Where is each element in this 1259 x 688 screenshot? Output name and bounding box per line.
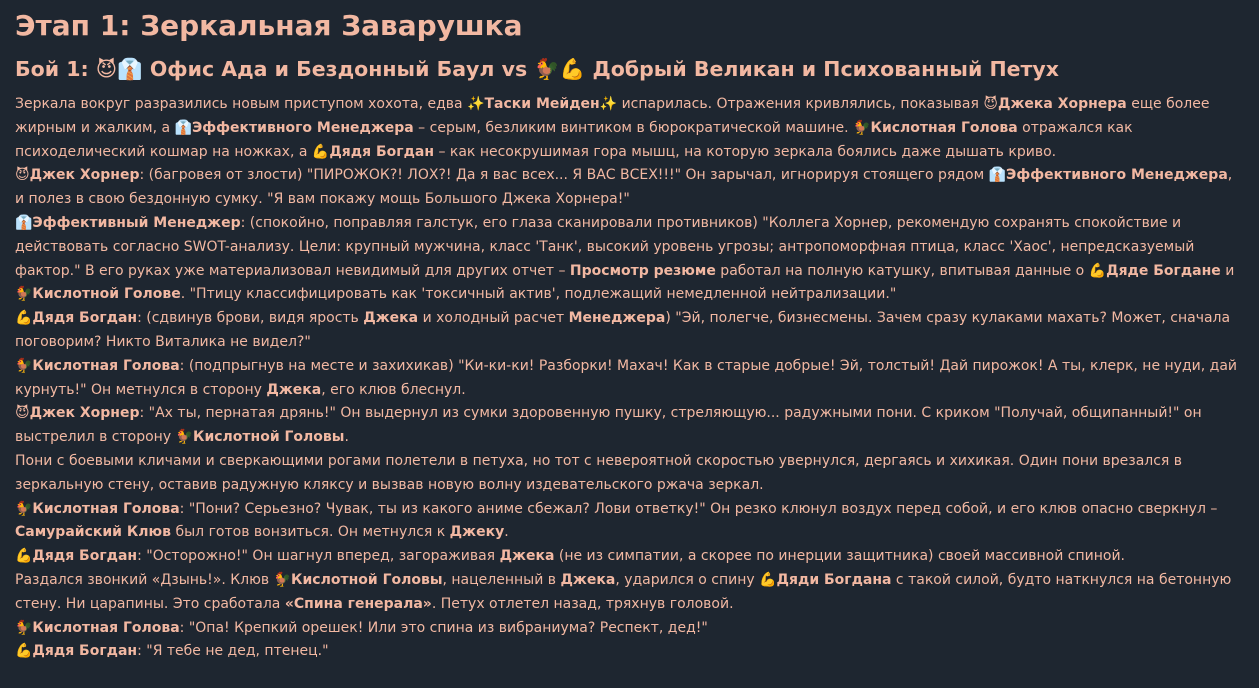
highlighted-name: 🐓Кислотной Головы <box>273 571 443 588</box>
highlighted-name: Самурайский Клюв <box>15 524 172 541</box>
highlighted-name: 🐓Кислотная Голова <box>15 500 180 517</box>
highlighted-name: 🐓Кислотной Головы <box>175 429 345 446</box>
narration-text: с такой силой, будто наткнулся на бетонную стену. Ни царапины. Это сработала <box>15 571 1232 612</box>
narration-text: : "Пони? Серьезно? Чувак, ты из какого аниме сбежал? Лови ответку!" Он резко клюнул воздух перед собой, и его клюв опасно сверкнул – <box>179 500 1218 517</box>
highlighted-name: 💪Дядя Богдан <box>15 643 138 660</box>
narration-text: : "Осторожно!" Он шагнул вперед, загораживая <box>137 548 500 565</box>
narration-text: и <box>1220 262 1235 279</box>
highlighted-name: 😈Джек Хорнер <box>15 167 140 184</box>
highlighted-name: ✨Таски Мейден✨ <box>467 96 618 112</box>
narration-text: Зеркала вокруг разразились новым приступом хохота, едва <box>15 96 468 112</box>
highlighted-name: 👔Эффективный Менеджер <box>15 214 241 231</box>
narration-text: . "Птицу классифицировать как 'токсичный актив', подлежащий немедленной нейтрализации." <box>180 286 897 303</box>
highlighted-name: 🐓Кислотная Голова <box>15 619 180 636</box>
narration-text: испарилась. Отражения кривлялись, показывая <box>617 96 984 112</box>
narration-text: и холодный расчет <box>418 310 569 327</box>
narration-text: . <box>344 429 349 446</box>
story-body <box>15 93 1245 664</box>
battle-subtitle: Бой 1: 😈👔 Офис Ада и Бездонный Баул vs 🐓💪 Добрый Великан и Психованный Петух <box>15 57 1059 81</box>
highlighted-name: Джека <box>363 310 419 327</box>
story-paragraph <box>15 164 1245 212</box>
narration-text: Раздался звонкий «Дзынь!». Клюв <box>15 571 274 588</box>
highlighted-name: 👔Эффективного Менеджера <box>174 119 414 136</box>
story-paragraph <box>15 498 1245 546</box>
highlighted-name: Джеку <box>449 524 505 541</box>
story-paragraph <box>15 617 1245 641</box>
narration-text: . <box>504 524 509 541</box>
highlighted-name: 😈Джек Хорнер <box>15 405 140 422</box>
highlighted-name: 💪Дяди Богдана <box>759 571 892 588</box>
narration-text: отражался как психоделический кошмар на ножках, а <box>15 119 1133 160</box>
narration-text: – серым, безликим винтиком в бюрократической машине. <box>413 119 854 136</box>
highlighted-name: 💪Дядя Богдан <box>15 310 138 327</box>
narration-text: еще более жирным и жалким, а <box>15 96 1210 136</box>
narration-text: : "Я тебе не дед, птенец." <box>137 643 329 660</box>
narration-text: , нацеленный в <box>442 571 561 588</box>
highlighted-name: 😈Джека Хорнера <box>983 96 1127 112</box>
narration-text: – как несокрушимая гора мышц, на которую зеркала боялись даже дышать криво. <box>434 143 1057 160</box>
narration-text: : (багровея от злости) "ПИРОЖОК?! ЛОХ?! Да я вас всех... Я ВАС ВСЕХ!!!" Он зарычал, игнорируя стоящего рядом <box>139 167 989 184</box>
narration-text: работал на полную катушку, впитывая данные о <box>715 262 1089 279</box>
story-paragraph <box>15 450 1245 498</box>
narration-text: был готов вонзиться. Он метнулся к <box>171 524 450 541</box>
narration-text: : (подпрыгнув на месте и захихикав) "Ки-ки-ки! Разборки! Махач! Как в старые добрые! Эй, толстый! Дай пирожок! А ты, клерк, не нуди, дай курнуть!" Он метнулся в сторону <box>15 357 1237 398</box>
narration-text: ) "Эй, полегче, бизнесмены. Зачем сразу кулаками махать? Может, сначала поговорим? Никто Виталика не видел?" <box>15 310 1231 350</box>
highlighted-name: 🐓Кислотная Голова <box>15 357 180 374</box>
highlighted-name: 💪Дяде Богдане <box>1088 262 1221 279</box>
page-title: Этап 1: Зеркальная Заварушка <box>15 9 523 42</box>
narration-text: : "Опа! Крепкий орешек! Или это спина из вибраниума? Респект, дед!" <box>179 619 708 636</box>
story-paragraph <box>15 212 1245 307</box>
highlighted-name: Джека <box>560 571 616 588</box>
highlighted-name: 🐓Кислотная Голова <box>853 119 1018 136</box>
story-paragraph <box>15 402 1245 450</box>
story-paragraph <box>15 640 1245 664</box>
narration-text: : (спокойно, поправляя галстук, его глаза сканировали противников) "Коллега Хорнер, рекомендую сохранять спокойствие и действовать согласно SWOT-анализу. Цели: крупный мужчина, класс 'Танк', высокий уровень угрозы; антропоморфная птица, класс 'Хаос', непредсказуемый фактор." В его руках уже материализовал невидимый для других отчет – <box>15 214 1195 279</box>
highlighted-name: «Спина генерала» <box>284 595 432 612</box>
narration-text: , и полез в свою бездонную сумку. "Я вам покажу мощь Большого Джека Хорнера!" <box>15 167 1233 208</box>
narration-text: , его клюв блеснул. <box>321 381 466 398</box>
narration-text: : "Ах ты, пернатая дрянь!" Он выдернул из сумки здоровенную пушку, стреляющую... радужными пони. С криком "Получай, общипанный!" он выстрелил в сторону <box>15 405 1202 446</box>
highlighted-name: 👔Эффективного Менеджера <box>988 167 1228 184</box>
highlighted-name: 💪Дядя Богдан <box>311 143 434 160</box>
story-paragraph <box>15 569 1245 617</box>
narration-text: . Петух отлетел назад, тряхнув головой. <box>431 595 734 612</box>
story-paragraph <box>15 545 1245 569</box>
story-paragraph <box>15 307 1245 355</box>
narration-text: Пони с боевыми кличами и сверкающими рогами полетели в петуха, но тот с невероятной скоростью увернулся, дергаясь и хихикая. Один пони врезался в зеркальную стену, оставив радужную кляксу и вызвав новую волну издевательского ржача зеркал. <box>15 452 1183 493</box>
narration-text: : (сдвинув брови, видя ярость <box>137 310 364 327</box>
narration-text: , ударился о спину <box>615 571 760 588</box>
highlighted-name: Джека <box>266 381 322 398</box>
story-paragraph <box>15 93 1245 164</box>
highlighted-name: 🐓Кислотной Голове <box>15 286 181 303</box>
narration-text: (не из симпатии, а скорее по инерции защитника) своей массивной спиной. <box>554 548 1126 565</box>
story-paragraph <box>15 355 1245 403</box>
highlighted-name: Джека <box>499 548 555 565</box>
highlighted-name: Менеджера <box>568 310 666 327</box>
highlighted-name: 💪Дядя Богдан <box>15 548 138 565</box>
highlighted-name: Просмотр резюме <box>569 262 716 279</box>
